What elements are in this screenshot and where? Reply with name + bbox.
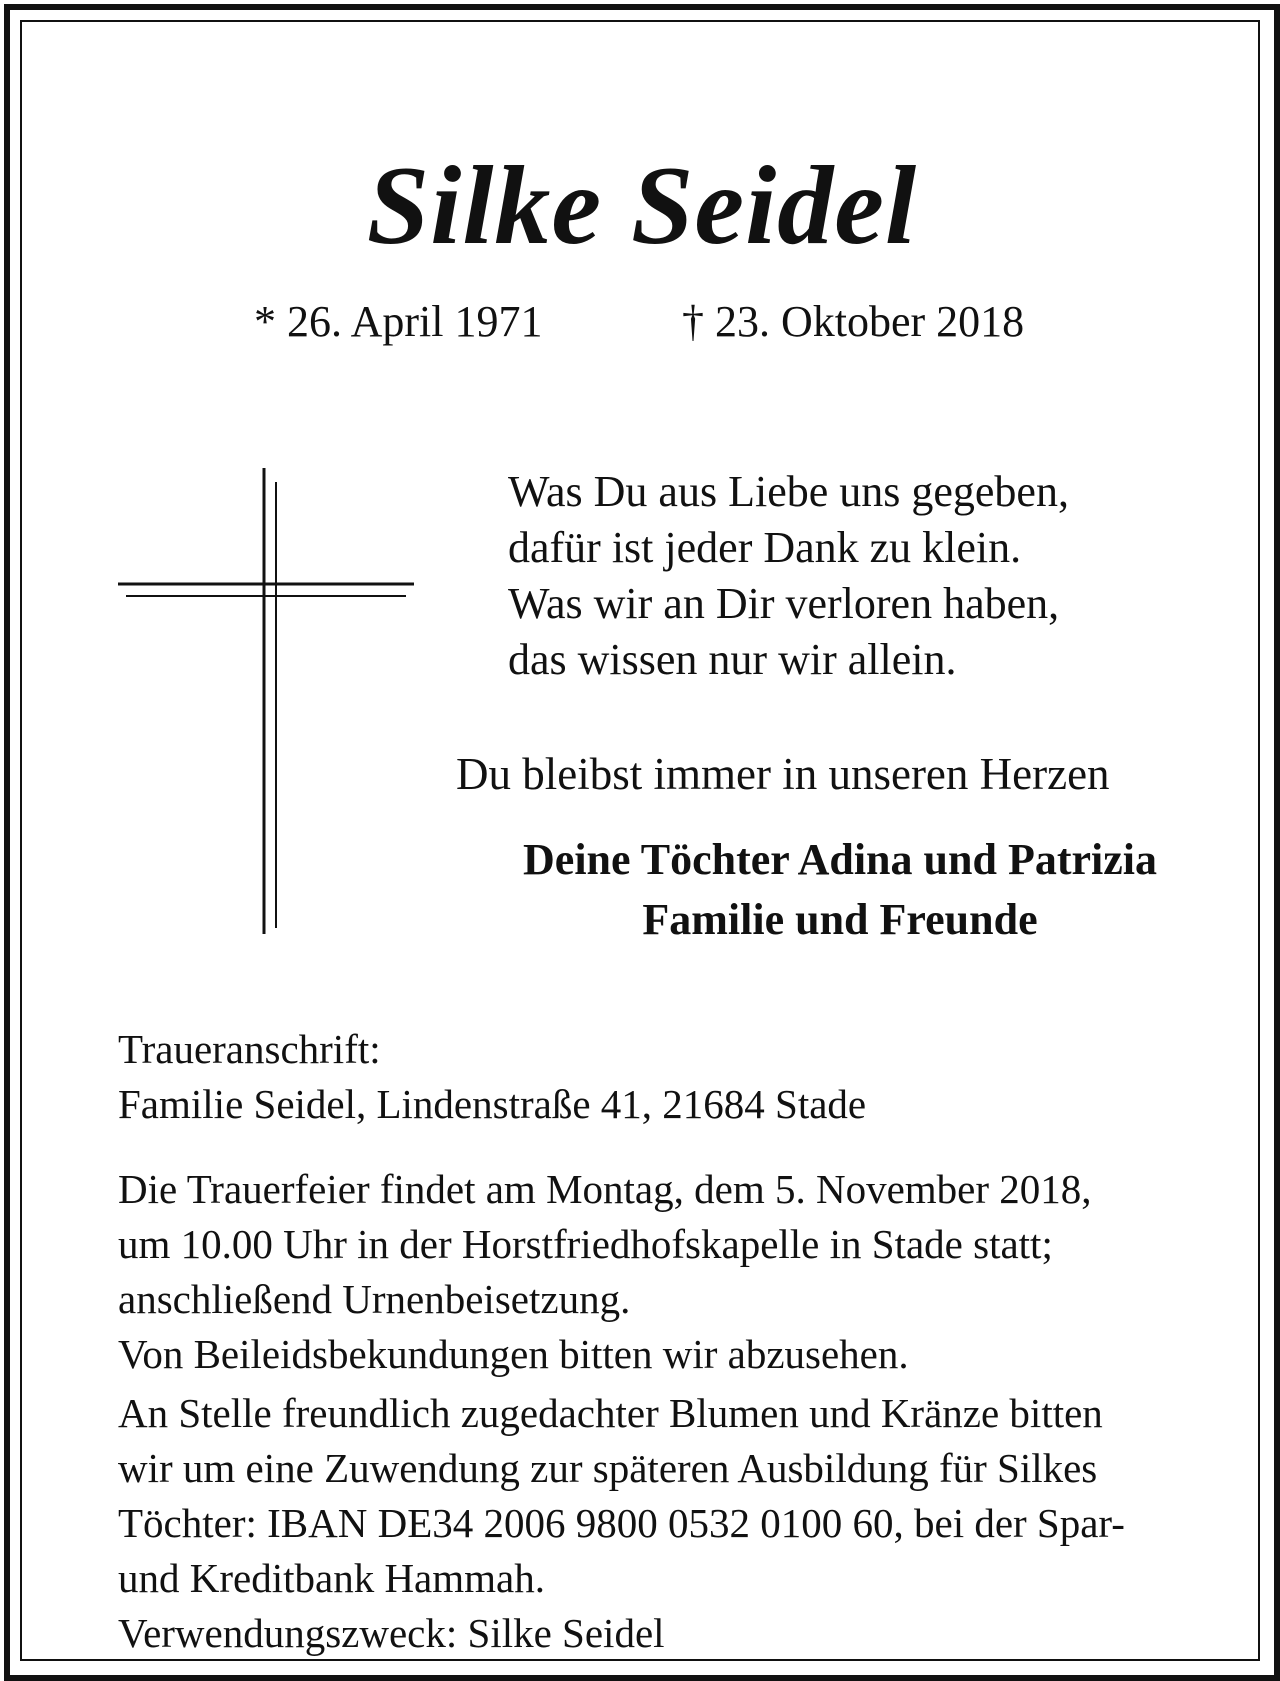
funeral-line: anschließend Urnenbeisetzung. xyxy=(118,1276,631,1322)
inner-border xyxy=(20,20,1260,1661)
address-line: Traueranschrift: xyxy=(118,1026,381,1072)
signatory-line: Familie und Freunde xyxy=(642,895,1038,944)
birth-date: * 26. April 1971 xyxy=(254,297,543,346)
death-date: † 23. Oktober 2018 xyxy=(682,297,1025,346)
funeral-line: Von Beileidsbekundungen bitten wir abzusehen. xyxy=(118,1331,909,1377)
donation-line: An Stelle freundlich zugedachter Blumen und Kränze bitten xyxy=(118,1390,1103,1436)
poem-line: Was Du aus Liebe uns gegeben, xyxy=(508,467,1069,516)
signatories xyxy=(450,830,1230,950)
poem-line: dafür ist jeder Dank zu klein. xyxy=(508,523,1022,572)
donation-line: und Kreditbank Hammah. xyxy=(118,1555,545,1601)
remembrance-line: Du bleibst immer in unseren Herzen xyxy=(456,749,1110,799)
poem-line: das wissen nur wir allein. xyxy=(508,635,957,684)
cross-icon xyxy=(118,468,418,938)
address-line: Familie Seidel, Lindenstraße 41, 21684 Stade xyxy=(118,1081,867,1127)
poem-line: Was wir an Dir verloren haben, xyxy=(508,579,1060,628)
donation-details xyxy=(118,1386,1125,1661)
signatory-line: Deine Töchter Adina und Patrizia xyxy=(523,835,1157,884)
funeral-line: um 10.00 Uhr in der Horstfriedhofskapelle in Stade statt; xyxy=(118,1221,1053,1267)
deceased-name: Silke Seidel xyxy=(366,144,918,268)
mourning-address xyxy=(118,1022,866,1132)
poem xyxy=(508,464,1069,688)
donation-line: Töchter: IBAN DE34 2006 9800 0532 0100 60, bei der Spar- xyxy=(118,1500,1125,1546)
funeral-line: Die Trauerfeier findet am Montag, dem 5. November 2018, xyxy=(118,1166,1092,1212)
donation-line: wir um eine Zuwendung zur späteren Ausbildung für Silkes xyxy=(118,1445,1098,1491)
donation-line: Verwendungszweck: Silke Seidel xyxy=(118,1610,665,1656)
funeral-details xyxy=(118,1162,1092,1382)
